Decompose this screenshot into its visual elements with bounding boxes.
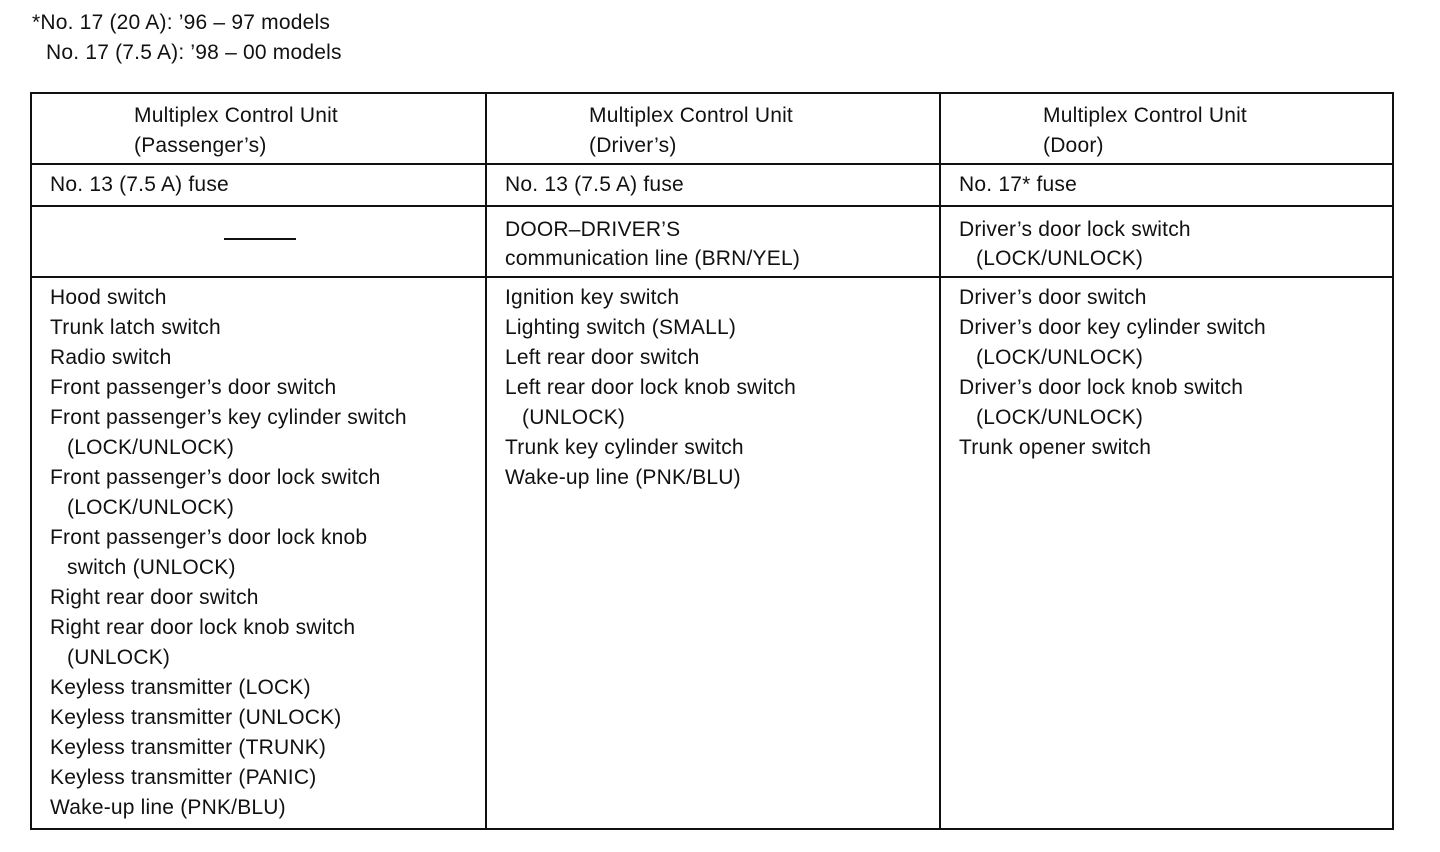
list-item (50, 763, 485, 793)
list-item (959, 433, 1392, 463)
item-label: Front passenger’s door lock knob (50, 526, 368, 549)
header-row (31, 93, 1393, 164)
list-item (505, 463, 939, 493)
inputs-list-door (941, 278, 1392, 463)
fuse-label: No. 13 (7.5 A) fuse (50, 173, 229, 196)
item-label-continued: (UNLOCK) (67, 646, 171, 669)
header-subtitle: (Driver’s) (589, 134, 677, 157)
header-cell-passenger (31, 93, 486, 164)
item-label: Radio switch (50, 346, 172, 369)
list-item (505, 373, 939, 433)
empty-dash (224, 238, 296, 240)
inputs-row (31, 277, 1393, 829)
list-item (50, 793, 485, 823)
item-label: Keyless transmitter (PANIC) (50, 766, 317, 789)
item-label: Hood switch (50, 286, 167, 309)
item-label: Keyless transmitter (TRUNK) (50, 736, 327, 759)
comm-line-label: Driver’s door lock switch (959, 218, 1191, 241)
list-item (50, 373, 485, 403)
list-item (505, 283, 939, 313)
item-label-continued: switch (UNLOCK) (67, 556, 236, 579)
item-label: Wake-up line (PNK/BLU) (50, 796, 286, 819)
comm-cell-driver (486, 206, 940, 277)
item-label-continued: (LOCK/UNLOCK) (67, 436, 235, 459)
list-item (50, 703, 485, 733)
fuse-label: No. 17* fuse (959, 173, 1077, 196)
item-label: Front passenger’s key cylinder switch (50, 406, 407, 429)
item-label: Keyless transmitter (UNLOCK) (50, 706, 342, 729)
list-item (50, 673, 485, 703)
list-item (50, 343, 485, 373)
item-label: Lighting switch (SMALL) (505, 316, 737, 339)
item-label: Wake-up line (PNK/BLU) (505, 466, 741, 489)
item-label: Front passenger’s door switch (50, 376, 337, 399)
item-label: Right rear door lock knob switch (50, 616, 356, 639)
item-label-continued: (LOCK/UNLOCK) (976, 406, 1144, 429)
header-cell-driver (486, 93, 940, 164)
item-label: Trunk opener switch (959, 436, 1152, 459)
header-cell-door (940, 93, 1393, 164)
inputs-cell-passenger (31, 277, 486, 829)
list-item (50, 613, 485, 673)
item-label-continued: (LOCK/UNLOCK) (976, 346, 1144, 369)
list-item (959, 313, 1392, 373)
item-label: Trunk key cylinder switch (505, 436, 744, 459)
header-subtitle: (Door) (1043, 134, 1104, 157)
inputs-cell-driver (486, 277, 940, 829)
item-label: Keyless transmitter (LOCK) (50, 676, 311, 699)
communication-row (31, 206, 1393, 277)
item-label: Ignition key switch (505, 286, 680, 309)
list-item (505, 343, 939, 373)
list-item (505, 433, 939, 463)
fuse-cell-door (940, 164, 1393, 206)
list-item (50, 583, 485, 613)
item-label: Left rear door lock knob switch (505, 376, 797, 399)
fuse-notes (32, 8, 342, 68)
comm-line-detail: communication line (BRN/YEL) (505, 247, 801, 270)
comm-line-label: DOOR–DRIVER’S (505, 218, 681, 241)
list-item (50, 403, 485, 463)
list-item (50, 523, 485, 583)
fuse-cell-driver (486, 164, 940, 206)
item-label: Trunk latch switch (50, 316, 221, 339)
fuse-cell-passenger (31, 164, 486, 206)
item-label-continued: (UNLOCK) (522, 406, 626, 429)
list-item (50, 313, 485, 343)
item-label-continued: (LOCK/UNLOCK) (67, 496, 235, 519)
item-label: Driver’s door lock knob switch (959, 376, 1244, 399)
inputs-list-passenger (32, 278, 485, 823)
item-label: Front passenger’s door lock switch (50, 466, 381, 489)
comm-cell-passenger (31, 206, 486, 277)
multiplex-input-table (30, 92, 1394, 830)
item-label: Left rear door switch (505, 346, 700, 369)
header-title: Multiplex Control Unit (1043, 104, 1247, 127)
header-title: Multiplex Control Unit (589, 104, 793, 127)
inputs-cell-door (940, 277, 1393, 829)
list-item (50, 733, 485, 763)
list-item (505, 313, 939, 343)
comm-line-detail: (LOCK/UNLOCK) (976, 247, 1144, 270)
fuse-row (31, 164, 1393, 206)
header-subtitle: (Passenger’s) (134, 134, 267, 157)
list-item (959, 373, 1392, 433)
fuse-label: No. 13 (7.5 A) fuse (505, 173, 684, 196)
comm-cell-door (940, 206, 1393, 277)
fuse-note-1: *No. 17 (20 A): ’96 – 97 models (32, 11, 331, 34)
item-label: Driver’s door key cylinder switch (959, 316, 1266, 339)
item-label: Right rear door switch (50, 586, 259, 609)
item-label: Driver’s door switch (959, 286, 1147, 309)
list-item (50, 463, 485, 523)
list-item (959, 283, 1392, 313)
fuse-note-2: No. 17 (7.5 A): ’98 – 00 models (46, 41, 342, 64)
inputs-list-driver (487, 278, 939, 493)
header-title: Multiplex Control Unit (134, 104, 338, 127)
list-item (50, 283, 485, 313)
